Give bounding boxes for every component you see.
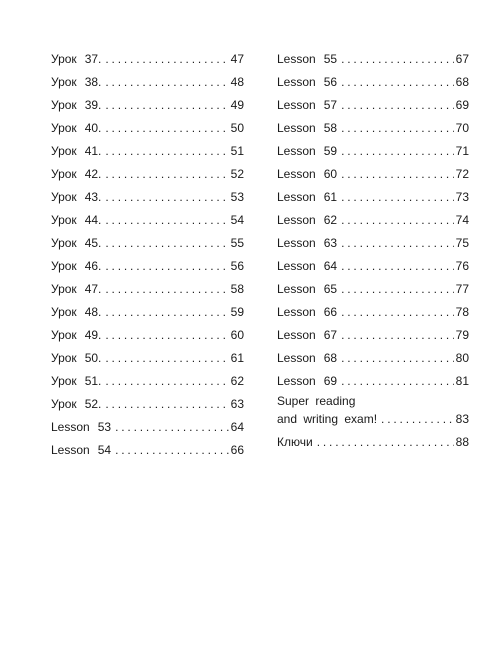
entry-page: 49 xyxy=(230,98,244,112)
entry-number: 47. xyxy=(84,282,102,296)
toc-entry xyxy=(277,209,469,232)
toc-entry xyxy=(51,94,244,117)
entry-number: 45. xyxy=(84,236,102,250)
entry-label: Lesson xyxy=(277,305,316,319)
entry-page: 50 xyxy=(230,121,244,135)
entry-label: Урок xyxy=(51,259,77,273)
entry-label: Урок xyxy=(51,328,77,342)
entry-page: 66 xyxy=(230,443,244,457)
dot-leader xyxy=(105,347,228,370)
entry-page: 53 xyxy=(230,190,244,204)
entry-page: 54 xyxy=(230,213,244,227)
dot-leader xyxy=(341,324,454,347)
entry-label: Урок xyxy=(51,397,77,411)
dot-leader xyxy=(105,186,228,209)
toc-entry xyxy=(51,232,244,255)
entry-page: 83 xyxy=(455,412,469,426)
toc-entry-keys xyxy=(277,431,469,454)
toc-entry xyxy=(51,416,244,439)
entry-number: 67 xyxy=(323,328,338,342)
dot-leader xyxy=(341,140,454,163)
entry-number: 52. xyxy=(84,397,102,411)
entry-label: Lesson xyxy=(277,144,316,158)
entry-label: Lesson xyxy=(277,75,316,89)
toc-entry xyxy=(277,301,469,324)
entry-page: 68 xyxy=(455,75,469,89)
entry-label: Урок xyxy=(51,213,77,227)
entry-number: 59 xyxy=(323,144,338,158)
dot-leader xyxy=(317,431,454,454)
dot-leader xyxy=(341,209,454,232)
entry-label: Lesson xyxy=(277,167,316,181)
dot-leader xyxy=(341,48,454,71)
entry-label: Ключи xyxy=(277,435,313,449)
entry-number: 58 xyxy=(323,121,338,135)
dot-leader xyxy=(105,163,228,186)
entry-label: Lesson xyxy=(277,259,316,273)
toc-entry xyxy=(277,255,469,278)
entry-page: 80 xyxy=(455,351,469,365)
entry-label: Lesson xyxy=(277,282,316,296)
dot-leader xyxy=(341,186,454,209)
dot-leader xyxy=(341,232,454,255)
entry-number: 54 xyxy=(97,443,112,457)
entry-page: 55 xyxy=(230,236,244,250)
toc-entry xyxy=(277,186,469,209)
dot-leader xyxy=(341,301,454,324)
toc-right-column xyxy=(277,48,469,454)
entry-page: 75 xyxy=(455,236,469,250)
toc-entry xyxy=(51,163,244,186)
toc-entry xyxy=(51,393,244,416)
entry-number: 66 xyxy=(323,305,338,319)
dot-leader xyxy=(105,94,228,117)
entry-page: 51 xyxy=(230,144,244,158)
entry-label: Урок xyxy=(51,374,77,388)
toc-entry xyxy=(277,140,469,163)
entry-number: 60 xyxy=(323,167,338,181)
entry-page: 81 xyxy=(455,374,469,388)
entry-number: 65 xyxy=(323,282,338,296)
dot-leader xyxy=(341,347,454,370)
dot-leader xyxy=(341,71,454,94)
entry-number: 51. xyxy=(84,374,102,388)
entry-number: 40. xyxy=(84,121,102,135)
entry-page: 71 xyxy=(455,144,469,158)
entry-page: 73 xyxy=(455,190,469,204)
dot-leader xyxy=(105,209,228,232)
toc-entry-super-exam xyxy=(277,393,469,431)
dot-leader xyxy=(341,117,454,140)
entry-page: 67 xyxy=(455,52,469,66)
entry-label: Lesson xyxy=(277,121,316,135)
toc-entry xyxy=(277,347,469,370)
dot-leader xyxy=(341,94,454,117)
entry-page: 62 xyxy=(230,374,244,388)
entry-page: 74 xyxy=(455,213,469,227)
toc-entry xyxy=(277,94,469,117)
entry-label: Урок xyxy=(51,75,77,89)
dot-leader xyxy=(115,416,229,439)
entry-line2 xyxy=(277,410,469,429)
toc-entry xyxy=(51,48,244,71)
dot-leader xyxy=(105,278,228,301)
entry-label: Урок xyxy=(51,305,77,319)
toc-entry xyxy=(51,278,244,301)
toc-entry xyxy=(277,48,469,71)
entry-number: 44. xyxy=(84,213,102,227)
toc-left-column xyxy=(51,48,244,462)
dot-leader xyxy=(341,278,454,301)
dot-leader xyxy=(105,48,228,71)
entry-number: 53 xyxy=(97,420,112,434)
entry-number: 68 xyxy=(323,351,338,365)
entry-label: Урок xyxy=(51,121,77,135)
entry-label: Lesson xyxy=(277,236,316,250)
dot-leader xyxy=(341,163,454,186)
entry-label: Lesson xyxy=(277,52,316,66)
entry-page: 72 xyxy=(455,167,469,181)
entry-page: 63 xyxy=(230,397,244,411)
toc-entry xyxy=(51,71,244,94)
entry-page: 69 xyxy=(455,98,469,112)
dot-leader xyxy=(105,71,228,94)
entry-label-line2: and writing exam! xyxy=(277,412,378,426)
entry-number: 37. xyxy=(84,52,102,66)
toc-entry xyxy=(51,140,244,163)
entry-page: 61 xyxy=(230,351,244,365)
dot-leader xyxy=(105,255,228,278)
toc-entry xyxy=(51,301,244,324)
dot-leader xyxy=(115,439,229,462)
entry-label: Lesson xyxy=(51,443,90,457)
entry-label: Урок xyxy=(51,236,77,250)
entry-label: Lesson xyxy=(277,374,316,388)
entry-number: 42. xyxy=(84,167,102,181)
entry-page: 76 xyxy=(455,259,469,273)
dot-leader xyxy=(105,370,228,393)
dot-leader xyxy=(105,301,228,324)
entry-number: 49. xyxy=(84,328,102,342)
entry-number: 64 xyxy=(323,259,338,273)
toc-entry xyxy=(277,370,469,393)
entry-label: Урок xyxy=(51,167,77,181)
entry-number: 55 xyxy=(323,52,338,66)
entry-page: 64 xyxy=(230,420,244,434)
entry-page: 47 xyxy=(230,52,244,66)
entry-number: 43. xyxy=(84,190,102,204)
entry-label: Lesson xyxy=(277,98,316,112)
toc-entry xyxy=(51,186,244,209)
entry-number: 39. xyxy=(84,98,102,112)
entry-number: 38. xyxy=(84,75,102,89)
dot-leader xyxy=(381,410,454,429)
entry-number: 41. xyxy=(84,144,102,158)
entry-page: 78 xyxy=(455,305,469,319)
entry-number: 62 xyxy=(323,213,338,227)
entry-page: 52 xyxy=(230,167,244,181)
dot-leader xyxy=(341,255,454,278)
dot-leader xyxy=(105,140,228,163)
entry-label: Урок xyxy=(51,190,77,204)
toc-entry xyxy=(277,324,469,347)
entry-page: 79 xyxy=(455,328,469,342)
toc-entry xyxy=(277,71,469,94)
entry-page: 56 xyxy=(230,259,244,273)
entry-number: 61 xyxy=(323,190,338,204)
entry-page: 48 xyxy=(230,75,244,89)
toc-entry xyxy=(277,278,469,301)
entry-label: Урок xyxy=(51,52,77,66)
toc-entry xyxy=(51,439,244,462)
toc-entry xyxy=(51,209,244,232)
entry-page: 60 xyxy=(230,328,244,342)
toc-entry xyxy=(51,117,244,140)
dot-leader xyxy=(105,393,228,416)
entry-page: 88 xyxy=(455,435,469,449)
dot-leader xyxy=(341,370,454,393)
entry-label: Lesson xyxy=(277,213,316,227)
entry-label: Lesson xyxy=(277,190,316,204)
entry-number: 69 xyxy=(323,374,338,388)
dot-leader xyxy=(105,232,228,255)
toc-entry xyxy=(277,232,469,255)
toc-entry xyxy=(51,255,244,278)
entry-page: 70 xyxy=(455,121,469,135)
entry-label: Урок xyxy=(51,98,77,112)
entry-number: 46. xyxy=(84,259,102,273)
entry-label: Lesson xyxy=(51,420,90,434)
entry-number: 48. xyxy=(84,305,102,319)
entry-label: Урок xyxy=(51,282,77,296)
entry-number: 63 xyxy=(323,236,338,250)
dot-leader xyxy=(105,117,228,140)
dot-leader xyxy=(105,324,228,347)
toc-entry xyxy=(277,117,469,140)
entry-label: Урок xyxy=(51,351,77,365)
toc-entry xyxy=(51,347,244,370)
entry-number: 50. xyxy=(84,351,102,365)
entry-number: 57 xyxy=(323,98,338,112)
entry-number: 56 xyxy=(323,75,338,89)
toc-entry xyxy=(51,324,244,347)
entry-label: Урок xyxy=(51,144,77,158)
entry-page: 59 xyxy=(230,305,244,319)
toc-entry xyxy=(51,370,244,393)
entry-label-line1: Super reading xyxy=(277,394,356,408)
toc-entry xyxy=(277,163,469,186)
entry-label: Lesson xyxy=(277,328,316,342)
entry-label: Lesson xyxy=(277,351,316,365)
entry-page: 77 xyxy=(455,282,469,296)
entry-page: 58 xyxy=(230,282,244,296)
